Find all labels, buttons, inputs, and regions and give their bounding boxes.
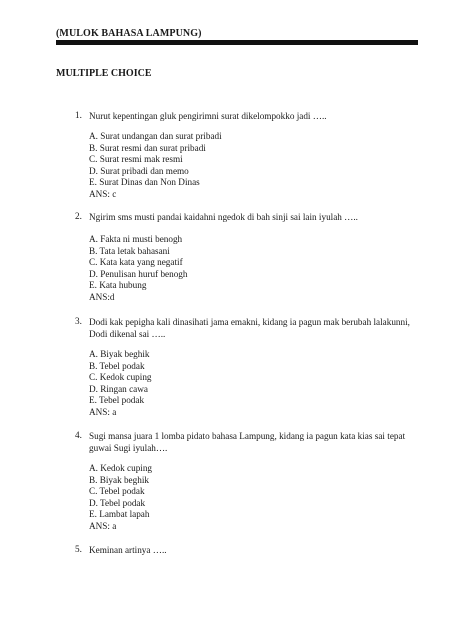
option-b: B. Tebel podak (89, 360, 145, 371)
option-e: E. Kata hubung (89, 280, 147, 291)
answer-key: ANS:d (89, 291, 115, 302)
question-number: 2. (75, 211, 82, 221)
answer-key: ANS: c (89, 188, 117, 199)
option-c: C. Tebel podak (89, 486, 145, 497)
option-d: D. Tebel podak (89, 497, 146, 508)
option-e: E. Surat Dinas dan Non Dinas (89, 177, 200, 188)
question-text: Keminan artinya ….. (89, 545, 167, 555)
question-text: Sugi mansa juara 1 lomba pidato bahasa Lampung, kidang ia pagun kata kias sai tepat guwai Sugi iyulah…. (89, 431, 406, 453)
option-d: D. Ringan cawa (89, 383, 148, 394)
question-text: Dodi kak pepigha kali dinasihati jama emakni, kidang ia pagun mak berubah lalakunni, Dodi dikenal sai ….. (89, 317, 410, 339)
question-text: Ngirim sms musti pandai kaidahni ngedok di bah sinji sai lain iyulah ….. (89, 212, 358, 222)
option-e: E. Lambat lapah (89, 509, 150, 520)
option-d: D. Penulisan huruf benogh (89, 268, 188, 279)
answer-key: ANS: a (89, 520, 117, 531)
option-c: C. Kata kata yang negatif (89, 257, 183, 268)
option-d: D. Surat pribadi dan memo (89, 165, 189, 176)
option-list (89, 349, 389, 419)
question-number: 1. (75, 110, 82, 120)
option-c: C. Surat resmi mak resmi (89, 154, 183, 165)
option-a: A. Surat undangan dan surat pribadi (89, 131, 222, 141)
question-text: Nurut kepentingan gluk pengirimni surat dikelompokko jadi ….. (89, 111, 327, 121)
option-list (89, 234, 389, 304)
option-list (89, 463, 389, 533)
option-a: A. Kedok cuping (89, 463, 153, 473)
option-a: A. Fakta ni musti benogh (89, 234, 183, 244)
option-a: A. Biyak beghik (89, 349, 150, 359)
option-e: E. Tebel podak (89, 395, 145, 406)
document-header-title: (MULOK BAHASA LAMPUNG) (56, 28, 202, 39)
header-divider (56, 40, 418, 45)
option-b: B. Biyak beghik (89, 474, 149, 485)
option-b: B. Tata letak bahasani (89, 245, 170, 256)
answer-key: ANS: a (89, 406, 117, 417)
option-list (89, 131, 389, 201)
question-number: 5. (75, 544, 82, 554)
option-c: C. Kedok cuping (89, 372, 152, 383)
question-number: 4. (75, 430, 82, 440)
option-b: B. Surat resmi dan surat pribadi (89, 142, 206, 153)
question-number: 3. (75, 316, 82, 326)
section-title: MULTIPLE CHOICE (56, 68, 152, 79)
